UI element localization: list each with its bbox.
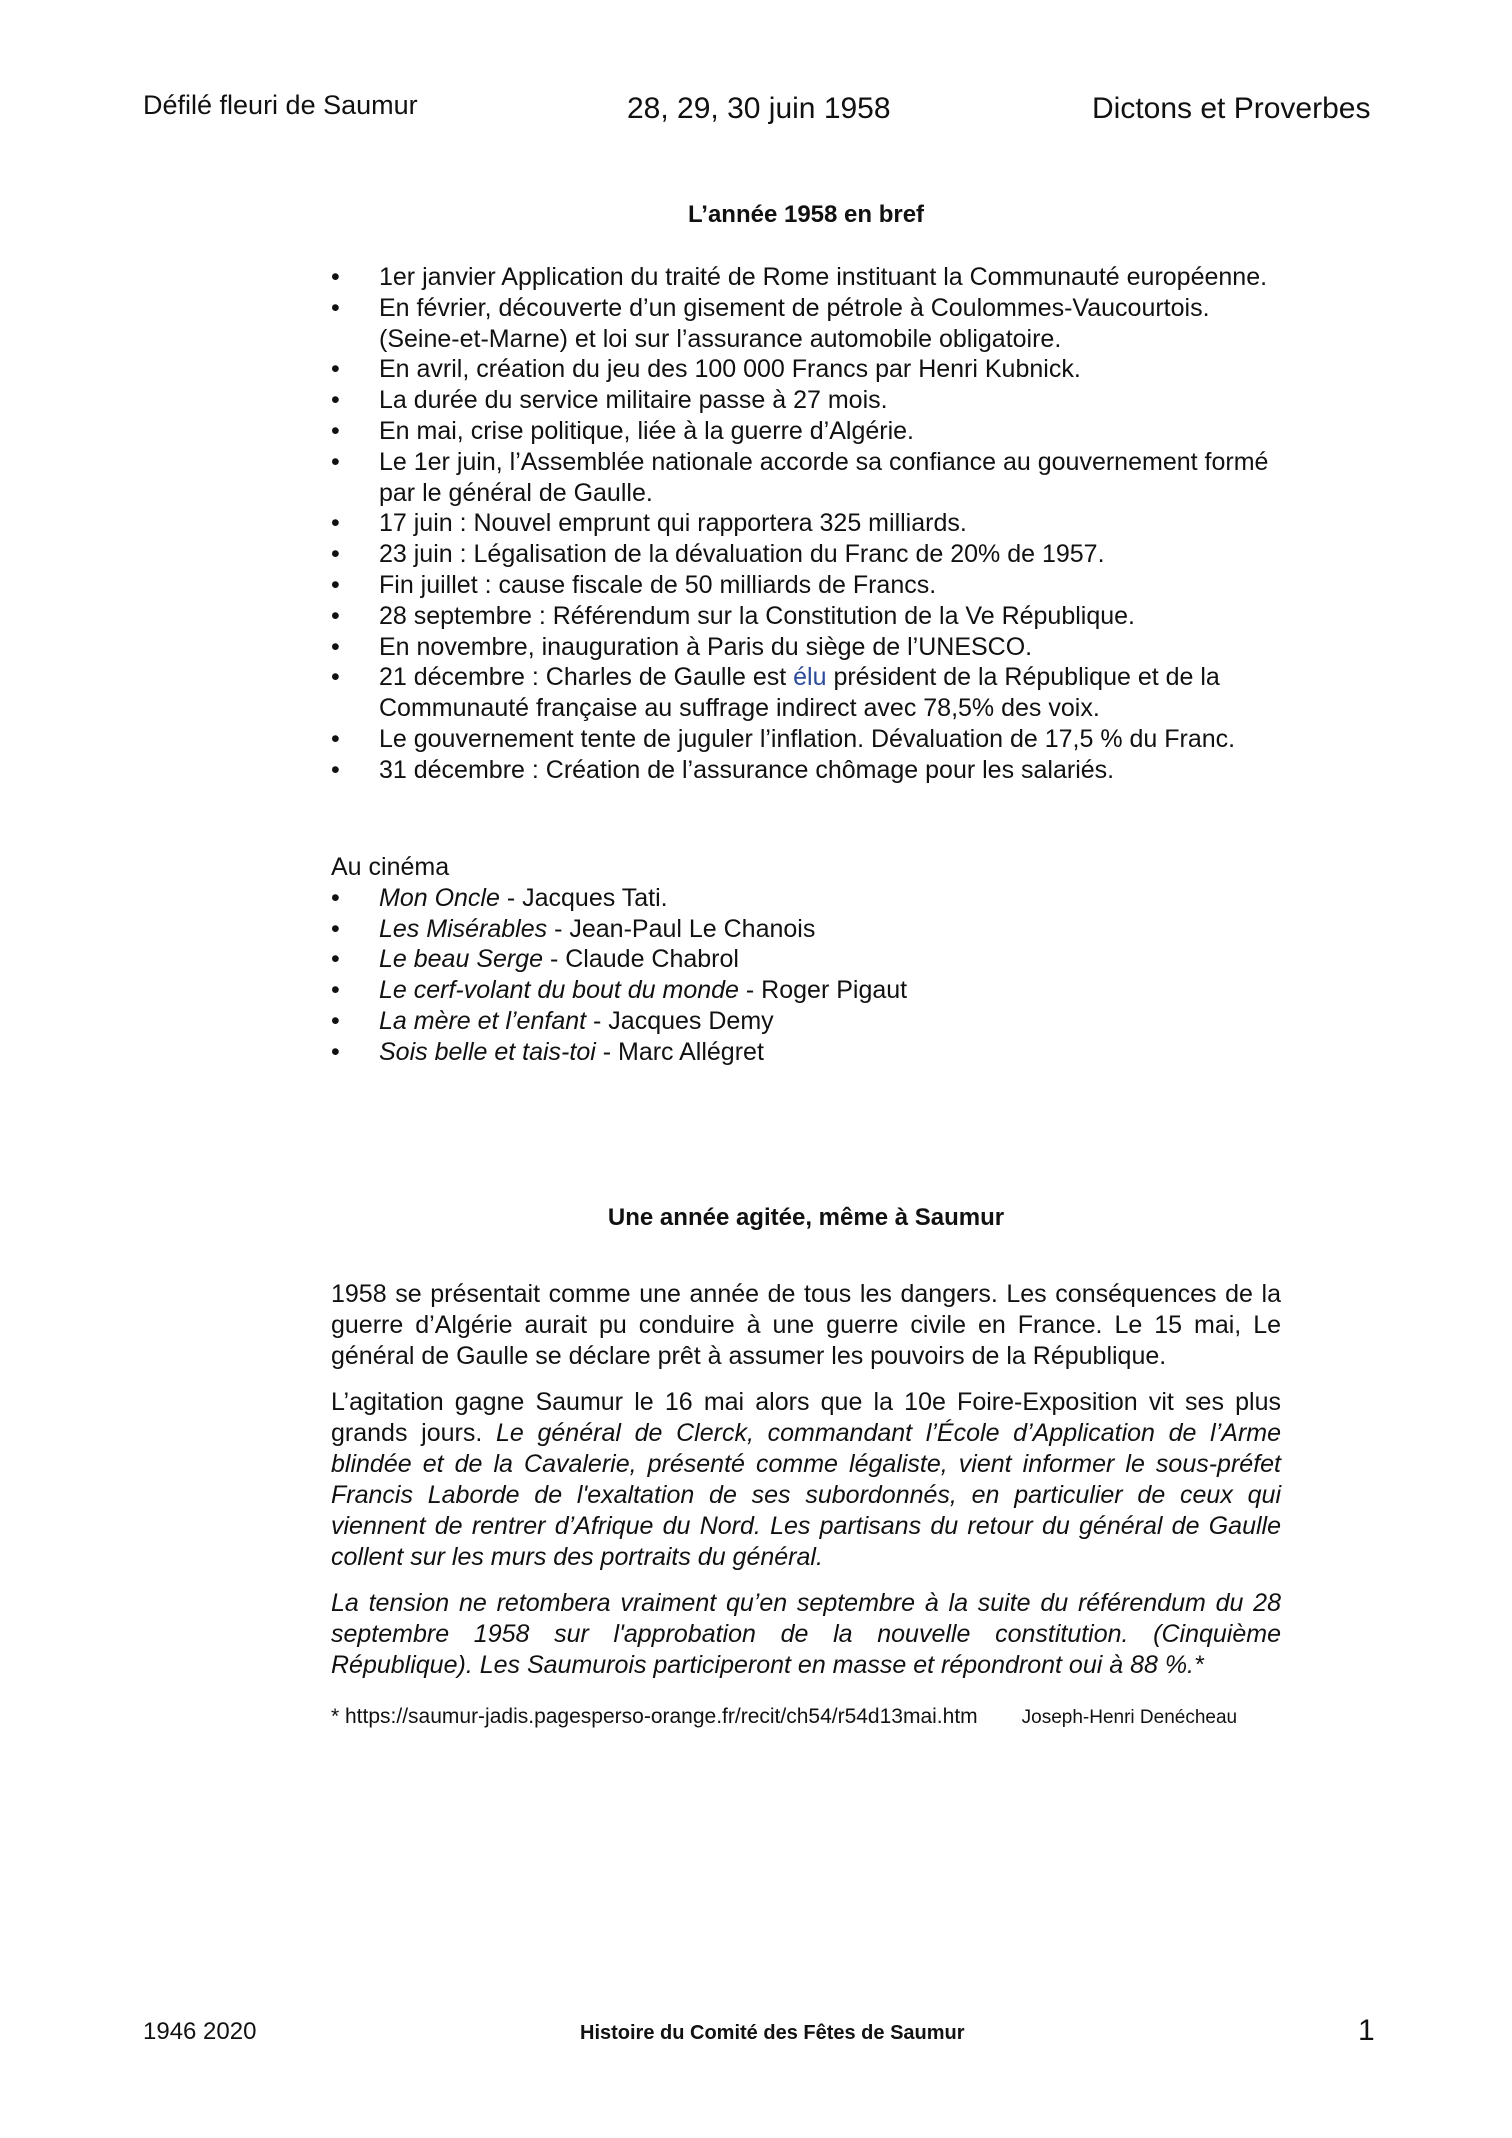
bullet-icon: • — [331, 945, 340, 974]
bullet-icon: • — [331, 755, 340, 784]
event-item — [331, 447, 1281, 509]
event-text: En mai, crise politique, liée à la guerre d’Algérie. — [379, 416, 914, 445]
event-text: En avril, création du jeu des 100 000 Francs par Henri Kubnick. — [379, 355, 1081, 384]
bullet-icon: • — [331, 663, 340, 692]
film-title: Mon Oncle — [379, 883, 500, 912]
section2 — [331, 1203, 1281, 1732]
event-item — [331, 539, 1281, 570]
section1-heading-wrap — [331, 200, 1281, 230]
film-director: - Marc Allégret — [595, 1037, 764, 1066]
film-director: - Jean-Paul Le Chanois — [547, 914, 816, 943]
cinema-section — [331, 852, 1281, 1068]
source-author: Joseph-Henri Denécheau — [1021, 1707, 1238, 1728]
film-title: La mère et l’enfant — [379, 1006, 587, 1035]
event-link[interactable]: élu — [793, 663, 827, 692]
event-item — [331, 508, 1281, 539]
event-item — [331, 662, 1281, 724]
event-text: 31 décembre : Création de l’assurance chômage pour les salariés. — [379, 755, 1115, 784]
event-text: 17 juin : Nouvel emprunt qui rapportera 325 milliards. — [379, 509, 967, 538]
event-text: 1er janvier Application du traité de Rome instituant la Communauté européenne. — [379, 263, 1268, 291]
film-item — [331, 944, 1281, 975]
footer-title: Histoire du Comité des Fêtes de Saumur — [580, 2022, 965, 2044]
event-item — [331, 385, 1281, 416]
film-director: - Roger Pigaut — [738, 976, 908, 1005]
paragraph-1: 1958 se présentait comme une année de tous les dangers. Les conséquences de la guerre d’Algérie aurait pu conduire à une guerre civile en France. Le 15 mai, Le général de Gaulle se déclare prêt à assumer les pouvoirs de la République. — [331, 1280, 1281, 1370]
bullet-icon: • — [331, 509, 340, 538]
paragraph-2-normal: L’agitation gagne Saumur le 16 mai alors que la 10e Foire-Exposition vit ses plus grands jours. — [331, 1388, 1281, 1447]
event-text: 28 septembre : Référendum sur la Constitution de la Ve République. — [379, 601, 1136, 630]
footer-years: 1946 2020 — [143, 2018, 257, 2045]
bullet-icon: • — [331, 355, 340, 384]
source-url[interactable]: * https://saumur-jadis.pagesperso-orange.fr/recit/ch54/r54d13mai.htm — [331, 1705, 978, 1728]
source-note — [331, 1703, 1281, 1732]
bullet-icon: • — [331, 293, 340, 322]
event-item — [331, 293, 1281, 355]
event-text: En novembre, inauguration à Paris du siège de l’UNESCO. — [379, 632, 1033, 661]
bullet-icon: • — [331, 263, 340, 291]
film-title: Sois belle et tais-toi — [379, 1037, 596, 1066]
events-list — [331, 262, 1281, 786]
bullet-icon: • — [331, 570, 340, 599]
bullet-icon: • — [331, 632, 340, 661]
event-item — [331, 416, 1281, 447]
bullet-icon: • — [331, 447, 340, 476]
event-item — [331, 570, 1281, 601]
bullet-icon: • — [331, 416, 340, 445]
event-item — [331, 632, 1281, 663]
event-text: La durée du service militaire passe à 27 mois. — [379, 386, 888, 415]
film-item — [331, 1006, 1281, 1037]
bullet-icon: • — [331, 914, 340, 943]
film-title: Les Misérables — [379, 914, 548, 943]
film-item — [331, 914, 1281, 945]
section1-title: L’année 1958 en bref — [687, 201, 925, 228]
bullet-icon: • — [331, 386, 340, 415]
event-text: En février, découverte d’un gisement de pétrole à Coulommes-Vaucourtois. (Seine-et-Marne) et loi sur l’assurance automobile obligatoire. — [379, 293, 1210, 353]
event-text-post: président de la République et de la Communauté française au suffrage indirect avec 78,5% des voix. — [379, 663, 1220, 723]
event-item — [331, 755, 1281, 786]
event-text: Fin juillet : cause fiscale de 50 milliards de Francs. — [379, 570, 937, 599]
event-text: Le gouvernement tente de juguler l’inflation. Dévaluation de 17,5 % du Franc. — [379, 724, 1236, 753]
page-number: 1 — [1358, 2014, 1375, 2047]
event-item — [331, 262, 1281, 293]
section2-title: Une année agitée, même à Saumur — [607, 1204, 1005, 1231]
film-item — [331, 883, 1281, 914]
event-item — [331, 601, 1281, 632]
header-right: Dictons et Proverbes — [1092, 92, 1371, 125]
events-list-wrap — [331, 262, 1281, 786]
bullet-icon: • — [331, 1037, 340, 1066]
film-item — [331, 975, 1281, 1006]
bullet-icon: • — [331, 883, 340, 912]
bullet-icon: • — [331, 976, 340, 1005]
film-title: Le beau Serge — [379, 945, 544, 974]
event-text: 23 juin : Légalisation de la dévaluation du Franc de 20% de 1957. — [379, 540, 1105, 569]
bullet-icon: • — [331, 540, 340, 569]
event-text-pre: 21 décembre : Charles de Gaulle est — [379, 663, 794, 692]
event-item — [331, 724, 1281, 755]
film-title: Le cerf-volant du bout du monde — [379, 976, 739, 1005]
film-director: - Jacques Tati. — [499, 883, 668, 912]
header-left: Défilé fleuri de Saumur — [143, 90, 418, 120]
paragraph-2 — [331, 1387, 1281, 1573]
event-text: Le 1er juin, l’Assemblée nationale accorde sa confiance au gouvernement formé par le général de Gaulle. — [379, 447, 1269, 507]
film-director: - Jacques Demy — [586, 1006, 774, 1035]
event-item — [331, 354, 1281, 385]
paragraph-2-italic: Le général de Clerck, commandant l’École d’Application de l’Arme blindée et de la Cavalerie, présenté comme légaliste, vient informer le sous-préfet Francis Laborde de l'exaltation de ses subordonnés, en particulier de ceux qui viennent de rentrer d’Afrique du Nord. Les partisans du retour du général de Gaulle collent sur les murs des portraits du général. — [331, 1419, 1281, 1571]
paragraph-3: La tension ne retombera vraiment qu’en septembre à la suite du référendum du 28 septembre 1958 sur l'approbation de la nouvelle constitution. (Cinquième République). Les Saumurois participeront en masse et répondront oui à 88 %.* — [331, 1589, 1281, 1679]
film-director: - Claude Chabrol — [543, 945, 739, 974]
films-list — [331, 883, 1281, 1068]
bullet-icon: • — [331, 724, 340, 753]
cinema-label: Au cinéma — [331, 853, 450, 881]
film-item — [331, 1037, 1281, 1068]
bullet-icon: • — [331, 601, 340, 630]
bullet-icon: • — [331, 1006, 340, 1035]
header-date: 28, 29, 30 juin 1958 — [627, 92, 891, 125]
